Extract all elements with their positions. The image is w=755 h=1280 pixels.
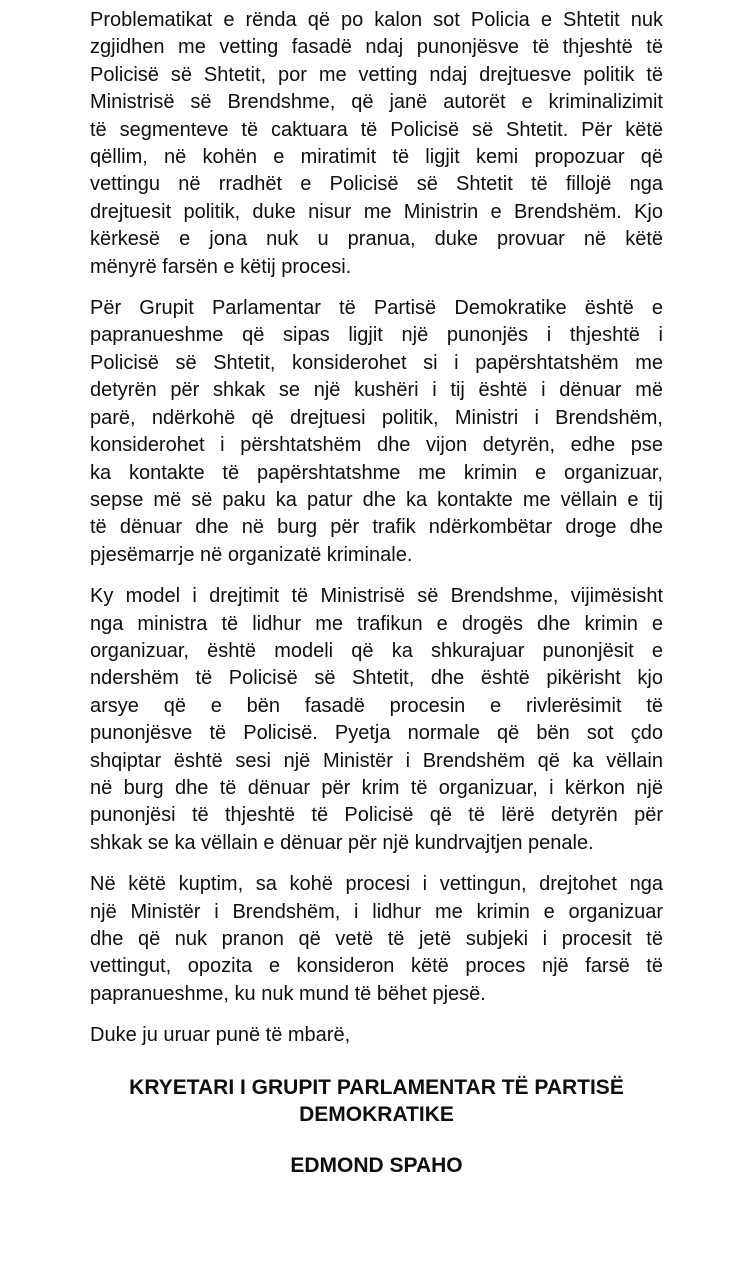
text-line: sepse më së paku ka patur dhe ka kontakte me vëllain e tij bbox=[90, 488, 663, 511]
text-line: arsye që e bën fasadë procesin e rivlerësimit të bbox=[90, 694, 663, 717]
text-line: pjesëmarrje në organizatë kriminale. bbox=[90, 543, 413, 566]
paragraph-4 bbox=[90, 871, 663, 1008]
paragraph-3 bbox=[90, 583, 663, 857]
text-line: drejtuesit politik, duke nisur me Ministrin e Brendshëm. Kjo bbox=[90, 200, 663, 223]
text-line: dhe që nuk pranon që vetë të jetë subjeki i procesit të bbox=[90, 928, 663, 950]
text-line: Për Grupit Parlamentar të Partisë Demokratike është e bbox=[90, 297, 663, 320]
text-line: parë, ndërkohë që drejtuesi politik, Ministri i Brendshëm, bbox=[90, 406, 663, 429]
closing-line: Duke ju uruar punë të mbarë, bbox=[90, 1024, 351, 1047]
text-line: të dënuar dhe në burg për trafik ndërkombëtar droge dhe bbox=[90, 516, 663, 539]
text-line: të segmenteve të caktuara të Policisë së Shtetit. Për këtë bbox=[90, 118, 663, 141]
text-line: Problematikat e rënda që po kalon sot Policia e Shtetit nuk bbox=[90, 9, 663, 31]
text-line: organizuar, është modeli që ka shkurajuar punonjësit e bbox=[90, 639, 663, 662]
text-line: DEMOKRATIKE bbox=[299, 1103, 454, 1127]
text-line: Në këtë kuptim, sa kohë procesi i vettingun, drejtohet nga bbox=[90, 873, 663, 896]
text-line: zgjidhen me vetting fasadë ndaj punonjësve të thjeshtë të bbox=[90, 36, 663, 59]
text-line: detyrën për shkak se një kushëri i tij është i dënuar më bbox=[90, 379, 663, 402]
text-line: qëllim, në kohën e miratimit të ligjit kemi propozuar që bbox=[90, 146, 663, 169]
document-page bbox=[90, 0, 663, 1180]
text-line: papranueshme që sipas ligjit një punonjës i thjeshtë i bbox=[90, 324, 663, 347]
text-line: kërkesë e jona nuk u pranua, duke provuar në këtë bbox=[90, 228, 663, 251]
text-line: Policisë së Shtetit, por me vetting ndaj drejtuesve politik të bbox=[90, 63, 663, 86]
text-line: KRYETARI I GRUPIT PARLAMENTAR TË PARTISË bbox=[129, 1075, 624, 1099]
text-line: shqiptar është sesi një Ministër i Brendshëm që ka vëllain bbox=[90, 749, 663, 772]
text-line: vettingut, opozita e konsideron këtë proces një farsë të bbox=[90, 955, 663, 978]
text-line: Policisë së Shtetit, konsiderohet si i papërshtatshëm me bbox=[90, 351, 663, 374]
text-line: punonjësi të thjeshtë të Policisë që të lërë detyrën për bbox=[90, 804, 663, 827]
text-line: shkak se ka vëllain e dënuar për një kundrvajtjen penale. bbox=[90, 831, 594, 854]
text-line: një Ministër i Brendshëm, i lidhur me krimin e organizuar bbox=[90, 900, 663, 923]
paragraph-1 bbox=[90, 7, 663, 281]
text-line: Ministrisë së Brendshme, që janë autorët e kriminalizimit bbox=[90, 91, 663, 114]
text-line: papranueshme, ku nuk mund të bëhet pjesë. bbox=[90, 982, 486, 1005]
text-line: nga ministra të lidhur me trafikun e drogës dhe krimin e bbox=[90, 612, 663, 635]
text-line: vettingu në rradhët e Policisë së Shtetit të fillojë nga bbox=[90, 173, 663, 196]
text-line: ka kontakte të papërshtatshme me krimin e organizuar, bbox=[90, 461, 663, 484]
signature-title bbox=[90, 1074, 663, 1129]
text-line: ndershëm të Policisë së Shtetit, dhe është pikërisht kjo bbox=[90, 667, 663, 690]
text-line: punonjësve të Policisë. Pyetja normale që bën sot çdo bbox=[90, 722, 663, 745]
text-line: mënyrë farsën e këtij procesi. bbox=[90, 255, 352, 278]
text-line: Ky model i drejtimit të Ministrisë së Brendshme, vijimësisht bbox=[90, 585, 663, 608]
signature-name: EDMOND SPAHO bbox=[290, 1154, 463, 1178]
text-line: konsiderohet i përshtatshëm dhe vijon detyrën, edhe pse bbox=[90, 434, 663, 457]
paragraph-2 bbox=[90, 295, 663, 569]
text-line: në burg dhe të dënuar për krim të organizuar, i kërkon një bbox=[90, 776, 663, 799]
